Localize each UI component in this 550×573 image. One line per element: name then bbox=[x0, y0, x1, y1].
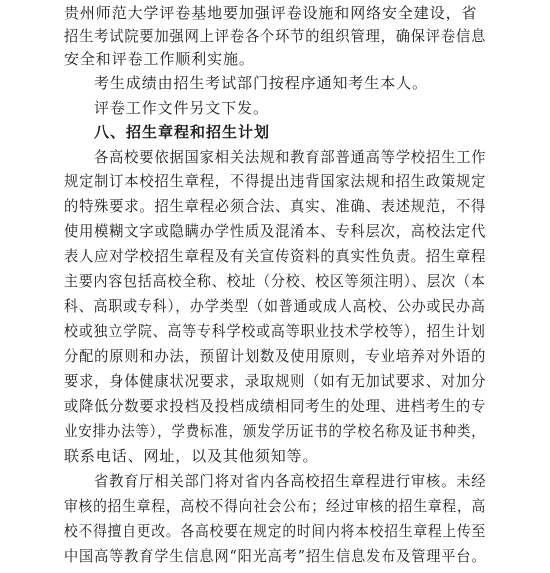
paragraph-line: 校或独立学院、高等专科学校或高等职业技术学校等），招生计划 bbox=[64, 322, 486, 340]
paragraph-line: 要求，身体健康状况要求，录取规则（如有无加试要求、对加分 bbox=[64, 372, 487, 390]
paragraph-line: 主要内容包括高校全称、校址（分校、校区等须注明）、层次（本 bbox=[64, 272, 486, 290]
paragraph-line: 规定制订本校招生章程，不得提出违背国家法规和招生政策规定 bbox=[64, 172, 487, 190]
paragraph-line: 各高校要依据国家相关法规和教育部普通高等学校招生工作 bbox=[94, 148, 487, 166]
section-heading: 八、招生章程和招生计划 bbox=[94, 123, 271, 141]
paragraph-line: 评卷工作文件另文下发。 bbox=[94, 99, 269, 117]
paragraph-line: 贵州师范大学评卷基地要加强评卷设施和网络安全建设，省 bbox=[64, 4, 478, 22]
paragraph-line: 使用模糊文字或隐瞒办学性质及混淆本、专科层次，高校法定代 bbox=[64, 222, 487, 240]
paragraph-line: 联系电话、网址，以及其他须知等。 bbox=[64, 447, 319, 465]
paragraph-line: 业安排办法等），学费标准，颁发学历证书的学校名称及证书种类， bbox=[64, 422, 486, 440]
paragraph-line: 考生成绩由招生考试部门按程序通知考生本人。 bbox=[94, 74, 428, 92]
paragraph-line: 科、高职或专科），办学类型（如普通或成人高校、公办或民办高 bbox=[64, 297, 486, 315]
paragraph-line: 招生考试院要加强网上评卷各个环节的组织管理，确保评卷信息 bbox=[64, 27, 487, 45]
paragraph-line: 校不得擅自更改。各高校要在规定的时间内将本校招生章程上传至 bbox=[64, 522, 487, 540]
paragraph-line: 审核的招生章程，高校不得向社会公布；经过审核的招生章程，高 bbox=[64, 497, 487, 515]
paragraph-line: 表人应对学校招生章程及有关宣传资料的真实性负责。招生章程 bbox=[64, 247, 487, 265]
paragraph-line: 或降低分数要求投档及投档成绩相同考生的处理、进档考生的专 bbox=[64, 397, 487, 415]
paragraph-line: 中国高等教育学生信息网“阳光高考”招生信息发布及管理平台。 bbox=[64, 547, 487, 565]
paragraph-line: 安全和评卷工作顺利实施。 bbox=[64, 50, 255, 68]
paragraph-line: 的特殊要求。招生章程必须合法、真实、准确、表述规范，不得 bbox=[64, 197, 487, 215]
paragraph-line: 分配的原则和办法，预留计划数及使用原则，专业培养对外语的 bbox=[64, 347, 487, 365]
paragraph-line: 省教育厅相关部门将对省内各高校招生章程进行审核。未经 bbox=[94, 472, 487, 490]
